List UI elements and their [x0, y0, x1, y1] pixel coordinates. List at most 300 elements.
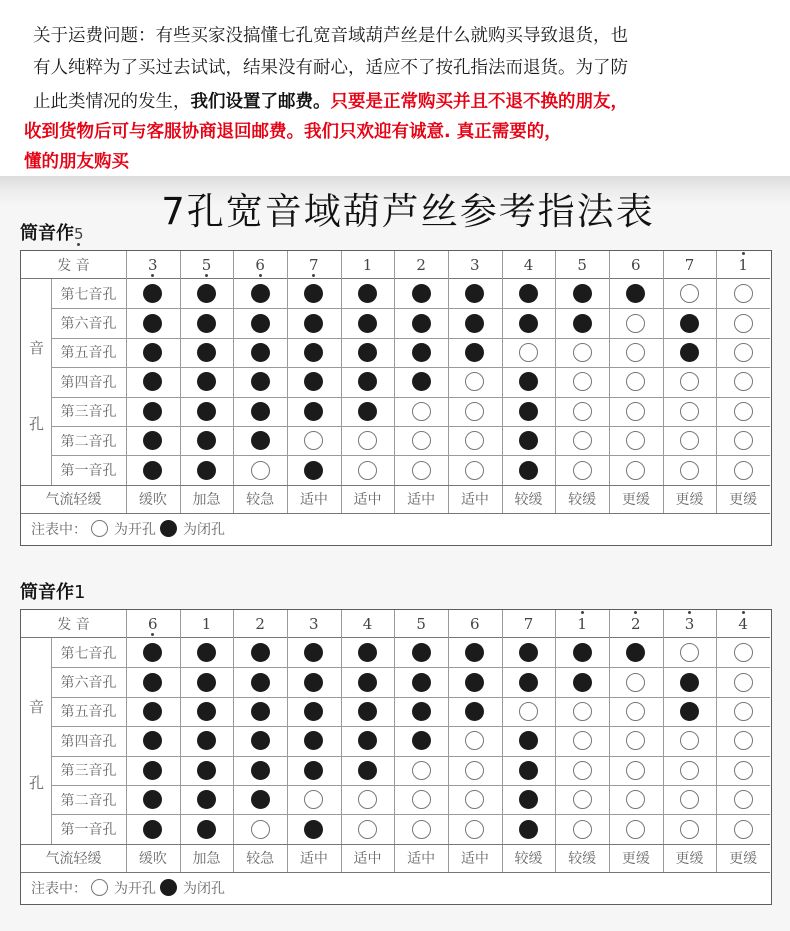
closed-hole-dot — [143, 673, 162, 692]
fingering-cell — [716, 426, 770, 455]
fingering-cell — [555, 785, 609, 814]
fingering-cell — [448, 338, 502, 367]
jianpu-digit: 1 — [362, 255, 373, 274]
fingering-cell — [502, 279, 556, 308]
closed-hole-dot — [304, 343, 323, 362]
fingering-cell — [394, 455, 448, 484]
closed-hole-dot — [143, 643, 162, 662]
closed-hole-dot — [251, 673, 270, 692]
fingering-cell — [448, 308, 502, 337]
fingering-cell — [126, 397, 180, 426]
fingering-cell — [502, 308, 556, 337]
fingering-cell — [502, 726, 556, 755]
column-divider — [180, 251, 181, 513]
closed-hole-dot — [197, 761, 216, 780]
fingering-cell — [233, 279, 287, 308]
fingering-cell — [233, 785, 287, 814]
jianpu-note — [524, 615, 534, 633]
airflow-cell: 较急 — [246, 850, 275, 867]
hole-label: 第二音孔 — [60, 433, 117, 450]
fingering-cell — [180, 426, 234, 455]
fingering-cell — [663, 667, 717, 696]
open-hole-circle — [251, 820, 270, 839]
fingering-table-2 — [20, 609, 772, 905]
open-hole-circle — [734, 731, 753, 750]
fingering-cell — [555, 726, 609, 755]
fingering-cell — [663, 785, 717, 814]
airflow-cell: 加急 — [192, 491, 221, 508]
closed-hole-dot — [358, 314, 377, 333]
fingering-cell — [180, 397, 234, 426]
fingering-cell — [287, 667, 341, 696]
column-divider — [609, 610, 610, 872]
closed-hole-dot — [304, 820, 323, 839]
open-hole-circle — [626, 820, 645, 839]
closed-hole-dot — [519, 372, 538, 391]
closed-hole-dot — [465, 643, 484, 662]
fingering-cell — [663, 338, 717, 367]
fingering-cell — [180, 814, 234, 843]
fingering-cell — [341, 667, 395, 696]
fingering-cell — [341, 397, 395, 426]
closed-hole-dot — [465, 673, 484, 692]
open-hole-circle — [573, 372, 592, 391]
closed-hole-dot — [358, 643, 377, 662]
closed-hole-dot — [573, 673, 592, 692]
airflow-cell: 缓吹 — [138, 850, 167, 867]
fingering-cell — [341, 638, 395, 667]
section-key-number: 1 — [74, 582, 86, 603]
note-header-cell — [287, 251, 341, 279]
open-hole-circle — [573, 702, 592, 721]
fingering-cell — [716, 756, 770, 785]
closed-hole-dot — [465, 343, 484, 362]
fingering-cell — [555, 697, 609, 726]
closed-hole-dot — [143, 761, 162, 780]
fingering-cell — [394, 308, 448, 337]
fingering-cell — [663, 279, 717, 308]
fingering-cell — [180, 638, 234, 667]
side-char-yin: 音 — [29, 338, 45, 357]
notice-line — [33, 88, 628, 116]
jianpu-note — [363, 256, 373, 274]
section-label-1 — [20, 219, 84, 245]
fingering-cell — [126, 426, 180, 455]
high-octave-dot — [634, 611, 637, 614]
open-hole-circle — [680, 790, 699, 809]
fingering-cell — [502, 667, 556, 696]
airflow-cell: 更缓 — [675, 850, 704, 867]
high-octave-dot — [742, 252, 745, 255]
jianpu-digit: 1 — [577, 614, 587, 633]
airflow-cell: 适中 — [460, 491, 489, 508]
jianpu-note — [255, 615, 265, 633]
open-hole-circle — [412, 820, 431, 839]
section-label-text: 筒音作 — [20, 223, 74, 244]
fingering-cell — [609, 397, 663, 426]
fingering-cell — [609, 426, 663, 455]
column-divider — [502, 251, 503, 513]
closed-hole-dot — [358, 761, 377, 780]
hole-label: 第三音孔 — [60, 763, 117, 780]
closed-hole-dot — [519, 790, 538, 809]
column-divider — [341, 251, 342, 513]
note-header-cell — [502, 251, 556, 279]
fingering-cell — [180, 785, 234, 814]
fingering-cell — [502, 455, 556, 484]
closed-hole-dot — [251, 402, 270, 421]
fingering-cell — [394, 726, 448, 755]
airflow-cell: 较缓 — [568, 491, 597, 508]
note-header-cell — [394, 610, 448, 638]
fingering-cell — [502, 697, 556, 726]
hole-label: 第三音孔 — [60, 404, 117, 421]
low-octave-dot — [151, 274, 154, 277]
fingering-cell — [394, 638, 448, 667]
column-divider — [394, 610, 395, 872]
closed-hole-dot — [197, 702, 216, 721]
fingering-cell — [716, 397, 770, 426]
column-divider — [716, 251, 717, 513]
jianpu-digit: 5 — [201, 255, 212, 274]
fingering-cell — [555, 397, 609, 426]
fingering-cell — [555, 638, 609, 667]
fingering-cell — [716, 697, 770, 726]
jianpu-note — [685, 256, 695, 274]
fingering-cell — [126, 697, 180, 726]
hole-label: 第四音孔 — [60, 733, 117, 750]
hole-label: 第七音孔 — [60, 645, 117, 662]
column-divider — [502, 610, 503, 872]
closed-hole-dot — [519, 643, 538, 662]
legend-prefix: 注表中： — [31, 880, 87, 897]
hole-label: 第五音孔 — [60, 704, 117, 721]
open-hole-circle — [358, 790, 377, 809]
note-header-cell — [287, 610, 341, 638]
column-divider — [394, 251, 395, 513]
note-header-cell — [126, 251, 180, 279]
open-hole-circle — [465, 790, 484, 809]
note-header-cell — [716, 610, 770, 638]
closed-hole-dot — [412, 372, 431, 391]
jianpu-digit: 6 — [255, 255, 265, 274]
fingering-cell — [233, 338, 287, 367]
fingering-cell — [716, 308, 770, 337]
closed-hole-dot — [143, 284, 162, 303]
note-header-cell — [448, 610, 502, 638]
fingering-cell — [609, 367, 663, 396]
airflow-cell: 更缓 — [675, 491, 704, 508]
section-key-note — [74, 225, 84, 243]
fingering-cell — [341, 814, 395, 843]
fingering-cell — [716, 667, 770, 696]
hole-label: 第六音孔 — [60, 675, 117, 692]
hole-label: 第六音孔 — [60, 316, 117, 333]
fingering-cell — [341, 455, 395, 484]
note-header-cell — [663, 251, 717, 279]
open-hole-circle — [626, 702, 645, 721]
jianpu-digit: 3 — [148, 255, 158, 274]
column-divider — [448, 610, 449, 872]
fingering-cell — [233, 756, 287, 785]
closed-hole-dot — [197, 372, 216, 391]
fingering-cell — [287, 638, 341, 667]
notice-red-text: 只要是正常购买并且不退不换的朋友， — [330, 92, 628, 112]
open-hole-circle — [734, 673, 753, 692]
fingering-cell — [394, 785, 448, 814]
fingering-cell — [448, 397, 502, 426]
fingering-cell — [394, 279, 448, 308]
low-octave-dot — [312, 274, 315, 277]
jianpu-note — [416, 615, 426, 633]
closed-hole-dot — [143, 820, 162, 839]
closed-hole-dot — [412, 702, 431, 721]
column-divider — [663, 251, 664, 513]
open-hole-circle — [465, 761, 484, 780]
legend-note — [21, 514, 770, 544]
fingering-cell — [448, 667, 502, 696]
closed-hole-dot — [358, 702, 377, 721]
open-hole-circle — [465, 461, 484, 480]
closed-hole-dot — [160, 520, 177, 537]
fingering-cell — [180, 308, 234, 337]
jianpu-digit: 4 — [523, 255, 534, 274]
column-divider — [555, 251, 556, 513]
hole-label: 第五音孔 — [60, 345, 117, 362]
fingering-cell — [126, 756, 180, 785]
closed-hole-dot — [197, 790, 216, 809]
hole-label: 第七音孔 — [60, 286, 117, 303]
notice-line — [24, 148, 129, 176]
fingering-cell — [287, 697, 341, 726]
closed-hole-dot — [626, 643, 645, 662]
closed-hole-dot — [680, 673, 699, 692]
open-hole-circle — [734, 461, 753, 480]
fingering-cell — [341, 308, 395, 337]
open-hole-circle — [573, 431, 592, 450]
fingering-cell — [716, 814, 770, 843]
airflow-cell: 较缓 — [514, 491, 543, 508]
fingering-cell — [126, 308, 180, 337]
fingering-cell — [609, 308, 663, 337]
note-header-cell — [180, 251, 234, 279]
jianpu-note — [577, 615, 587, 633]
fingering-cell — [394, 697, 448, 726]
closed-hole-dot — [465, 314, 484, 333]
closed-hole-dot — [680, 702, 699, 721]
open-hole-circle — [358, 820, 377, 839]
fingering-cell — [233, 667, 287, 696]
fingering-cell — [233, 367, 287, 396]
airflow-cell: 较急 — [246, 491, 275, 508]
notice-red-text: 收到货物后可与客服协商退回邮费。我们只欢迎有诚意. 真正需要的， — [24, 122, 562, 142]
fingering-cell — [555, 367, 609, 396]
jianpu-digit: 6 — [470, 614, 480, 633]
closed-hole-dot — [412, 731, 431, 750]
closed-hole-dot — [197, 431, 216, 450]
note-header-cell — [180, 610, 234, 638]
closed-hole-dot — [680, 314, 699, 333]
open-hole-circle — [465, 372, 484, 391]
jianpu-digit: 4 — [738, 614, 748, 633]
fingering-cell — [448, 279, 502, 308]
fingering-cell — [233, 697, 287, 726]
open-hole-circle — [734, 372, 753, 391]
notice-line — [24, 118, 562, 146]
fingering-cell — [233, 638, 287, 667]
open-hole-circle — [519, 702, 538, 721]
fingering-cell — [180, 367, 234, 396]
fingering-cell — [448, 455, 502, 484]
open-hole-circle — [573, 790, 592, 809]
fingering-cell — [663, 814, 717, 843]
open-hole-circle — [734, 343, 753, 362]
hole-label: 第四音孔 — [60, 374, 117, 391]
open-hole-circle — [734, 402, 753, 421]
fingering-cell — [555, 426, 609, 455]
closed-hole-dot — [573, 284, 592, 303]
high-octave-dot — [688, 611, 691, 614]
note-header-label: 发 音 — [21, 251, 126, 279]
fingering-cell — [609, 455, 663, 484]
fingering-cell — [287, 279, 341, 308]
closed-hole-dot — [251, 702, 270, 721]
label-divider — [126, 610, 127, 872]
airflow-cell: 更缓 — [621, 850, 650, 867]
open-hole-circle — [465, 820, 484, 839]
jianpu-note — [738, 256, 748, 274]
jianpu-note — [470, 615, 480, 633]
closed-hole-dot — [519, 761, 538, 780]
fingering-cell — [555, 814, 609, 843]
fingering-cell — [287, 397, 341, 426]
open-hole-circle — [626, 343, 645, 362]
fingering-cell — [233, 814, 287, 843]
airflow-label: 气流轻缓 — [45, 491, 102, 508]
low-octave-dot — [259, 274, 262, 277]
airflow-cell: 适中 — [460, 850, 489, 867]
fingering-cell — [663, 638, 717, 667]
fingering-cell — [126, 785, 180, 814]
fingering-cell — [287, 814, 341, 843]
open-hole-circle — [573, 731, 592, 750]
note-header-cell — [341, 610, 395, 638]
fingering-cell — [609, 279, 663, 308]
fingering-cell — [233, 426, 287, 455]
jianpu-digit: 7 — [684, 255, 695, 274]
fingering-cell — [716, 785, 770, 814]
fingering-cell — [609, 638, 663, 667]
note-header-cell — [341, 251, 395, 279]
fingering-cell — [126, 367, 180, 396]
fingering-cell — [609, 814, 663, 843]
legend-prefix: 注表中： — [31, 521, 87, 538]
legend-open-label: 为开孔 — [114, 521, 156, 538]
column-divider — [448, 251, 449, 513]
fingering-cell — [502, 338, 556, 367]
closed-hole-dot — [304, 643, 323, 662]
column-divider — [180, 610, 181, 872]
column-divider — [716, 610, 717, 872]
note-header-cell — [502, 610, 556, 638]
closed-hole-dot — [304, 402, 323, 421]
fingering-table-1 — [20, 250, 772, 546]
fingering-cell — [180, 279, 234, 308]
open-hole-circle — [304, 790, 323, 809]
open-hole-circle — [573, 820, 592, 839]
airflow-cell: 较缓 — [568, 850, 597, 867]
open-hole-circle — [626, 673, 645, 692]
fingering-cell — [663, 756, 717, 785]
open-hole-circle — [680, 461, 699, 480]
fingering-cell — [394, 756, 448, 785]
closed-hole-dot — [251, 284, 270, 303]
fingering-cell — [448, 814, 502, 843]
fingering-cell — [663, 397, 717, 426]
fingering-cell — [609, 697, 663, 726]
fingering-cell — [555, 756, 609, 785]
fingering-cell — [555, 338, 609, 367]
fingering-cell — [341, 426, 395, 455]
fingering-cell — [663, 697, 717, 726]
fingering-cell — [233, 308, 287, 337]
open-hole-circle — [412, 461, 431, 480]
fingering-cell — [663, 367, 717, 396]
open-hole-circle — [465, 402, 484, 421]
closed-hole-dot — [412, 284, 431, 303]
fingering-cell — [341, 367, 395, 396]
fingering-cell — [233, 397, 287, 426]
fingering-cell — [341, 697, 395, 726]
jianpu-note — [738, 615, 748, 633]
hole-label: 第一音孔 — [60, 822, 117, 839]
jianpu-digit: 5 — [416, 614, 426, 633]
fingering-cell — [555, 455, 609, 484]
closed-hole-dot — [197, 643, 216, 662]
fingering-cell — [233, 455, 287, 484]
note-header-cell — [609, 610, 663, 638]
open-hole-circle — [251, 461, 270, 480]
notice-red-text: 懂的朋友购买 — [24, 152, 129, 172]
jianpu-digit: 1 — [201, 614, 212, 633]
closed-hole-dot — [143, 343, 162, 362]
open-hole-circle — [358, 431, 377, 450]
open-hole-circle — [358, 461, 377, 480]
closed-hole-dot — [251, 431, 270, 450]
jianpu-digit: 3 — [470, 255, 480, 274]
fingering-cell — [502, 638, 556, 667]
closed-hole-dot — [358, 343, 377, 362]
closed-hole-dot — [197, 731, 216, 750]
column-divider — [233, 610, 234, 872]
closed-hole-dot — [197, 284, 216, 303]
closed-hole-dot — [680, 343, 699, 362]
closed-hole-dot — [143, 314, 162, 333]
fingering-cell — [663, 308, 717, 337]
open-hole-circle — [412, 402, 431, 421]
fingering-cell — [716, 638, 770, 667]
fingering-cell — [126, 455, 180, 484]
closed-hole-dot — [251, 314, 270, 333]
open-hole-circle — [573, 402, 592, 421]
open-hole-circle — [626, 790, 645, 809]
airflow-cell: 适中 — [353, 850, 382, 867]
fingering-cell — [609, 667, 663, 696]
note-header-cell — [126, 610, 180, 638]
column-divider — [609, 251, 610, 513]
fingering-cell — [663, 426, 717, 455]
closed-hole-dot — [251, 761, 270, 780]
